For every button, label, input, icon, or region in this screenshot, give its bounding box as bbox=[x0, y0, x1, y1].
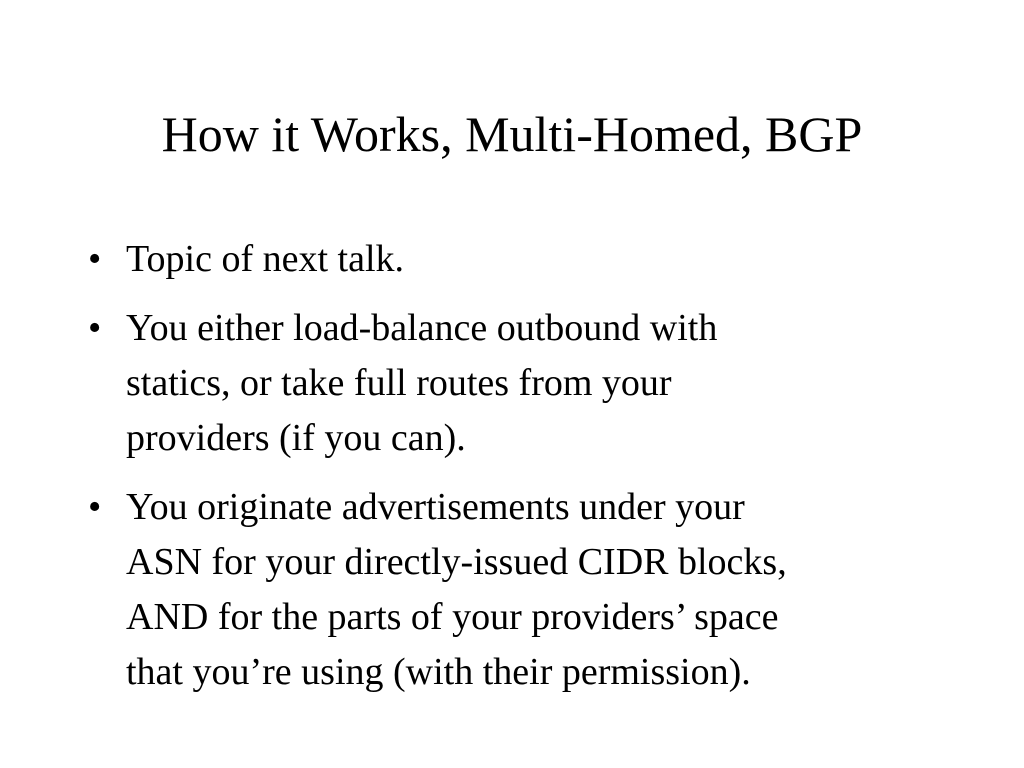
bullet-item bbox=[88, 301, 948, 466]
bullet-line: statics, or take full routes from your bbox=[126, 362, 672, 404]
bullet-item bbox=[88, 232, 948, 287]
bullet-line: AND for the parts of your providers’ space bbox=[126, 596, 779, 638]
bullet-text bbox=[126, 480, 948, 700]
bullet-line: Topic of next talk. bbox=[126, 238, 405, 280]
bullet-line: You originate advertisements under your bbox=[126, 486, 745, 528]
bullet-text bbox=[126, 232, 948, 287]
slide-title: How it Works, Multi-Homed, BGP bbox=[161, 106, 863, 162]
bullet-line: that you’re using (with their permission). bbox=[126, 651, 751, 693]
bullet-line: providers (if you can). bbox=[126, 417, 466, 459]
bullet-mark: • bbox=[88, 238, 102, 280]
bullet-item bbox=[88, 480, 948, 700]
bullet-line: ASN for your directly-issued CIDR blocks, bbox=[126, 541, 787, 583]
bullet-mark: • bbox=[88, 307, 102, 349]
bullet-mark: • bbox=[88, 486, 102, 528]
bullet-list bbox=[88, 232, 948, 714]
bullet-line: You either load-balance outbound with bbox=[126, 307, 718, 349]
bullet-text bbox=[126, 301, 948, 466]
